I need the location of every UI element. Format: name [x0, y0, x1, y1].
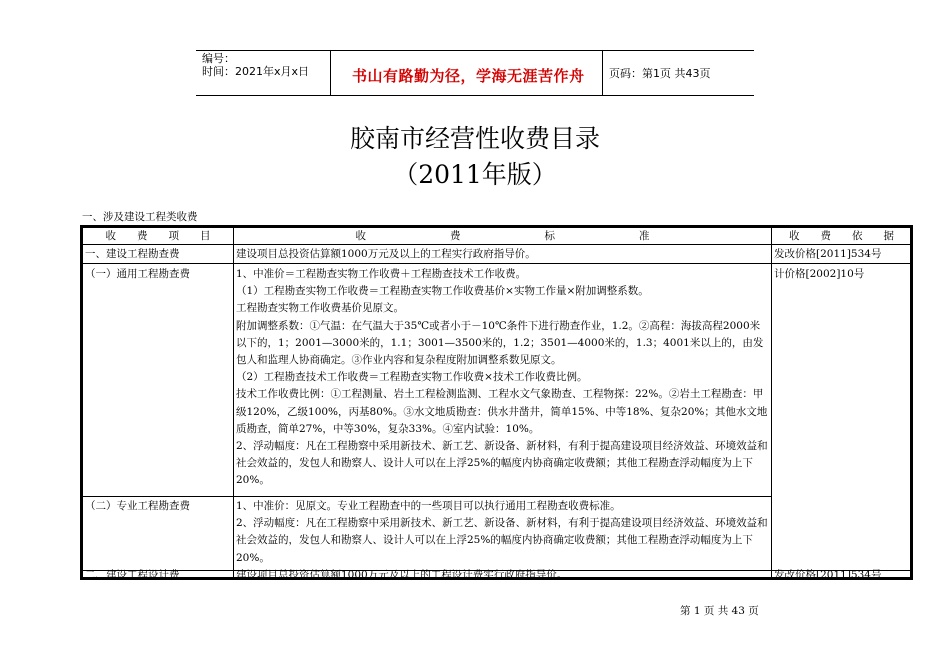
document-date: 时间：2021年x月x日 — [202, 65, 310, 78]
header-page-info: 页码：第1页 共43页 — [609, 67, 711, 80]
column-header-standard: 收 费 标 准 — [355, 230, 650, 242]
document-number-label: 编号： — [202, 52, 235, 65]
fee-standard-line: 工程勘查实物工作收费基价见原文。 — [236, 302, 404, 315]
header-top-rule — [196, 50, 754, 51]
section-heading: 一、涉及建设工程类收费 — [82, 211, 198, 223]
fee-item: 一、建设工程勘查费 — [85, 248, 180, 260]
header-divider-right — [602, 51, 603, 95]
fee-basis: 发改价格[2011]534号 — [774, 569, 882, 581]
fee-item: （二）专业工程勘查费 — [85, 500, 190, 512]
fee-standard-line: （1）工程勘查实物工作收费＝工程勘查实物工作收费基价×实物工作量×附加调整系数。 — [236, 285, 649, 298]
header-bottom-rule — [196, 95, 754, 96]
fee-standard-line: 技术工作收费比例：①工程测量、岩土工程检测监测、工程水文气象勘查、工程物探：22%。②岩土工程勘查：甲级120%，乙级100%，丙基80%。③水文地质勘查：供水井凿井，简单15%、中等18%、复杂20%；其他水文地质勘查，简单27%，中等30%，复杂33%。④室内试验：10%。 — [236, 388, 768, 435]
fee-standard-line: 附加调整系数：①气温：在气温大于35℃或者小于－10℃条件下进行勘查作业，1.2。②高程：海拔高程2000米以下的，1；2001—3000米的，1.1；3001—3500米的，1.2；3501—4000米的，1.3；4001米以上的，由发包人和监理人协商确定。③作业内容和复杂程度附加调整系数见原文。 — [236, 319, 764, 367]
page-footer: 第 1 页 共 43 页 — [680, 605, 759, 617]
fee-item: （一）通用工程勘查费 — [85, 268, 190, 280]
fee-standard-line: 1、中准价：见原文。专业工程勘查中的一些项目可以执行通用工程勘查收费标准。 — [236, 500, 621, 512]
page-title: 胶南市经营性收费目录 — [349, 124, 600, 153]
fee-standard-line: （2）工程勘查技术工作收费＝工程勘查实物工作收费×技术工作收费比例。 — [236, 371, 588, 384]
row-divider — [82, 244, 911, 245]
fee-standard-block — [236, 498, 769, 567]
header-divider-left — [330, 51, 331, 95]
fee-basis: 发改价格[2011]534号 — [774, 248, 882, 260]
header-motto: 书山有路勤为径，学海无涯苦作舟 — [352, 67, 585, 85]
fee-basis: 计价格[2002]10号 — [774, 268, 865, 280]
fee-standard-line: 2、浮动幅度：凡在工程勘察中采用新技术、新工艺、新设备、新材料，有利于提高建设项目经济效益、环境效益和社会效益的，发包人和勘察人、设计人可以在上浮25%的幅度内协商确定收费额；其他工程勘查浮动幅度为上下20%。 — [236, 440, 768, 487]
fee-item: 二、建设工程设计费 — [85, 569, 180, 581]
fee-standard-line: 1、中准价＝工程勘查实物工作收费＋工程勘查技术工作收费。 — [236, 268, 527, 280]
column-header-basis: 收 费 依 据 — [789, 230, 894, 242]
row-divider — [82, 496, 771, 497]
fee-standard-line: 2、浮动幅度：凡在工程勘察中采用新技术、新工艺、新设备、新材料，有利于提高建设项目经济效益、环境效益和社会效益的，发包人和勘察人、设计人可以在上浮25%的幅度内协商确定收费额；其他工程勘查浮动幅度为上下20%。 — [236, 517, 768, 564]
column-divider — [771, 227, 772, 578]
page-subtitle-edition: （2011年版） — [393, 160, 557, 189]
fee-standard-block — [236, 266, 769, 490]
column-header-item: 收 费 项 目 — [105, 230, 211, 242]
column-divider — [233, 227, 234, 578]
fee-standard-line: 建设项目总投资估算额1000万元及以上的工程实行政府指导价。 — [236, 248, 536, 260]
fee-standard-line: 建设项目总投资估算额1000万元及以上的工程设计费实行政府指导价。 — [236, 569, 568, 581]
